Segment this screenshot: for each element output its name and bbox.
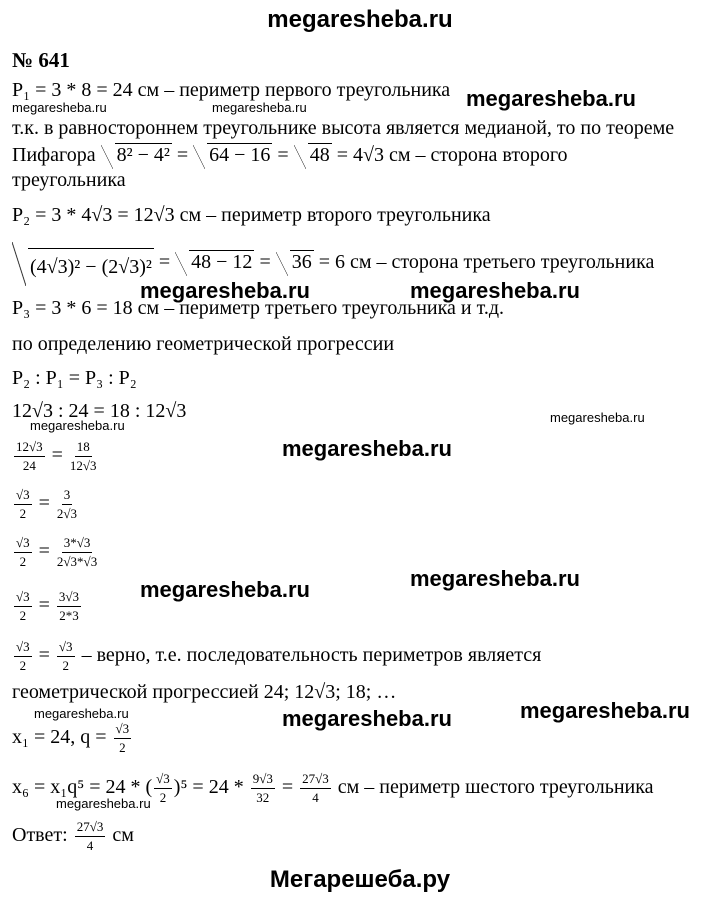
line-pythagoras xyxy=(12,143,568,167)
watermark: megaresheba.ru xyxy=(212,100,307,115)
denominator: 2*3 xyxy=(59,608,79,623)
fraction xyxy=(57,640,75,673)
line-ratio-values: 12√3 : 24 = 18 : 12√3 xyxy=(12,400,187,422)
line-triangle: треугольника xyxy=(12,169,126,191)
watermark: megaresheba.ru xyxy=(410,278,580,303)
fraction-eq-5: $\frac{√3}{2}$ = $\frac{√3}{2}$ – верно, т.е. последовательность периметров является xyxy=(16,639,542,673)
denominator: 2 xyxy=(19,554,27,569)
numerator: 18 xyxy=(75,440,92,457)
radicand: 48 xyxy=(309,144,330,166)
denominator: 2√3*√3 xyxy=(56,554,98,569)
numerator: 12√3 xyxy=(14,440,45,457)
text: = xyxy=(272,144,294,166)
denominator: 4 xyxy=(86,838,94,853)
fraction xyxy=(57,536,97,569)
numerator: 3*√3 xyxy=(62,536,93,553)
sqrt xyxy=(175,250,254,274)
watermark: megaresheba.ru xyxy=(520,698,690,723)
numerator: √3 xyxy=(14,640,32,657)
watermark: megaresheba.ru xyxy=(56,796,151,811)
watermark: megaresheba.ru xyxy=(30,418,125,433)
line-p2: P₂ = 3 * 4√3 = 12√3 см – периметр второго треугольника xyxy=(12,204,491,226)
line-third-side xyxy=(12,248,654,279)
denominator: 32 xyxy=(256,790,270,805)
fraction-eq-2: $\frac{√3}{2}$ = $\frac{3}{2√3}$ xyxy=(16,487,78,521)
fraction xyxy=(14,440,45,473)
numerator: √3 xyxy=(154,772,172,789)
text: = xyxy=(276,776,299,799)
radicand: 36 xyxy=(291,251,312,274)
sqrt xyxy=(276,250,314,274)
text: см xyxy=(107,824,134,847)
text: x₆ = x₁q⁵ = 24 * ( xyxy=(12,776,153,799)
radicand: (4√3)² − (2√3)² xyxy=(28,248,154,279)
line-first-term xyxy=(12,722,133,755)
watermark: megaresheba.ru xyxy=(34,706,129,721)
header-site: megaresheba.ru xyxy=(267,6,453,33)
fraction xyxy=(75,820,106,853)
denominator: 4 xyxy=(312,790,319,805)
line-p1: P₁ = 3 * 8 = 24 см – периметр первого треугольника xyxy=(12,79,451,101)
footer-site: Мегарешеба.ру xyxy=(269,866,451,893)
numerator: 3√3 xyxy=(57,590,81,607)
text: Пифагора xyxy=(12,144,96,166)
denominator: 2√3 xyxy=(56,506,78,521)
fraction xyxy=(14,590,32,623)
numerator: √3 xyxy=(57,640,75,657)
fraction xyxy=(300,772,331,805)
radicand: 8² − 4² xyxy=(116,144,170,166)
watermark: megaresheba.ru xyxy=(12,100,107,115)
text: см – периметр шестого треугольника xyxy=(332,776,654,799)
radicand: 64 − 16 xyxy=(209,144,271,166)
numerator: 27√3 xyxy=(300,772,331,789)
text: = 6 см – сторона третьего треугольника xyxy=(313,251,655,274)
fraction xyxy=(57,488,77,521)
watermark: megaresheba.ru xyxy=(550,410,645,425)
denominator: 2 xyxy=(19,506,27,521)
text: = 4√3 см – сторона второго xyxy=(331,144,568,166)
fraction-eq-3: $\frac{√3}{2}$ = $\frac{3*√3}{2√3*√3}$ xyxy=(16,535,98,569)
sqrt xyxy=(101,143,172,167)
fraction-eq-4: $\frac{√3}{2}$ = $\frac{3√3}{2*3}$ xyxy=(16,589,80,623)
numerator: √3 xyxy=(114,722,132,739)
line-definition: по определению геометрической прогрессии xyxy=(12,333,395,355)
watermark: megaresheba.ru xyxy=(282,436,452,461)
line-answer xyxy=(12,820,134,853)
sqrt xyxy=(294,143,332,167)
fraction xyxy=(14,640,32,673)
denominator: 2 xyxy=(119,740,126,755)
fraction xyxy=(70,440,97,473)
numerator: 27√3 xyxy=(75,820,106,837)
text: = xyxy=(171,144,194,166)
sqrt xyxy=(12,248,154,279)
denominator: 2 xyxy=(62,658,69,673)
denominator: 2 xyxy=(19,608,27,623)
line-theorem: т.к. в равностороннем треугольнике высота является медианой, то по теореме xyxy=(12,117,675,139)
text: x₁ = 24, q = xyxy=(12,726,112,749)
numerator: √3 xyxy=(14,488,32,505)
watermark: megaresheba.ru xyxy=(140,278,310,303)
fraction xyxy=(14,488,32,521)
fraction xyxy=(114,722,132,755)
fraction-eq-1: $\frac{12√3}{24}$ = $\frac{18}{12√3}$ xyxy=(16,439,97,473)
numerator: 9√3 xyxy=(251,772,275,789)
text: = xyxy=(153,251,176,274)
numerator: √3 xyxy=(14,590,32,607)
numerator: √3 xyxy=(14,536,32,553)
fraction xyxy=(154,772,172,805)
denominator: 24 xyxy=(22,458,36,473)
text: = xyxy=(254,251,276,274)
line-ratio: P₂ : P₁ = P₃ : P₂ xyxy=(12,367,137,389)
watermark: megaresheba.ru xyxy=(140,577,310,602)
watermark: megaresheba.ru xyxy=(410,566,580,591)
denominator: 12√3 xyxy=(69,458,97,473)
denominator: 2 xyxy=(159,790,167,805)
text: Ответ: xyxy=(12,824,73,847)
radicand: 48 − 12 xyxy=(191,251,253,274)
denominator: 2 xyxy=(19,658,27,673)
numerator: 3 xyxy=(62,488,73,505)
line-progression: геометрической прогрессией 24; 12√3; 18; … xyxy=(12,681,397,703)
problem-number: № 641 xyxy=(12,48,70,72)
fraction xyxy=(14,536,32,569)
watermark: megaresheba.ru xyxy=(282,706,452,731)
fraction xyxy=(251,772,275,805)
fraction xyxy=(57,590,81,623)
line-p3: P₃ = 3 * 6 = 18 см – периметр третьего треугольника и т.д. xyxy=(12,297,505,319)
sqrt xyxy=(193,143,272,167)
watermark: megaresheba.ru xyxy=(466,86,636,111)
text: – верно, т.е. последовательность периметров является xyxy=(76,644,542,667)
text: )⁵ = 24 * xyxy=(173,776,249,799)
